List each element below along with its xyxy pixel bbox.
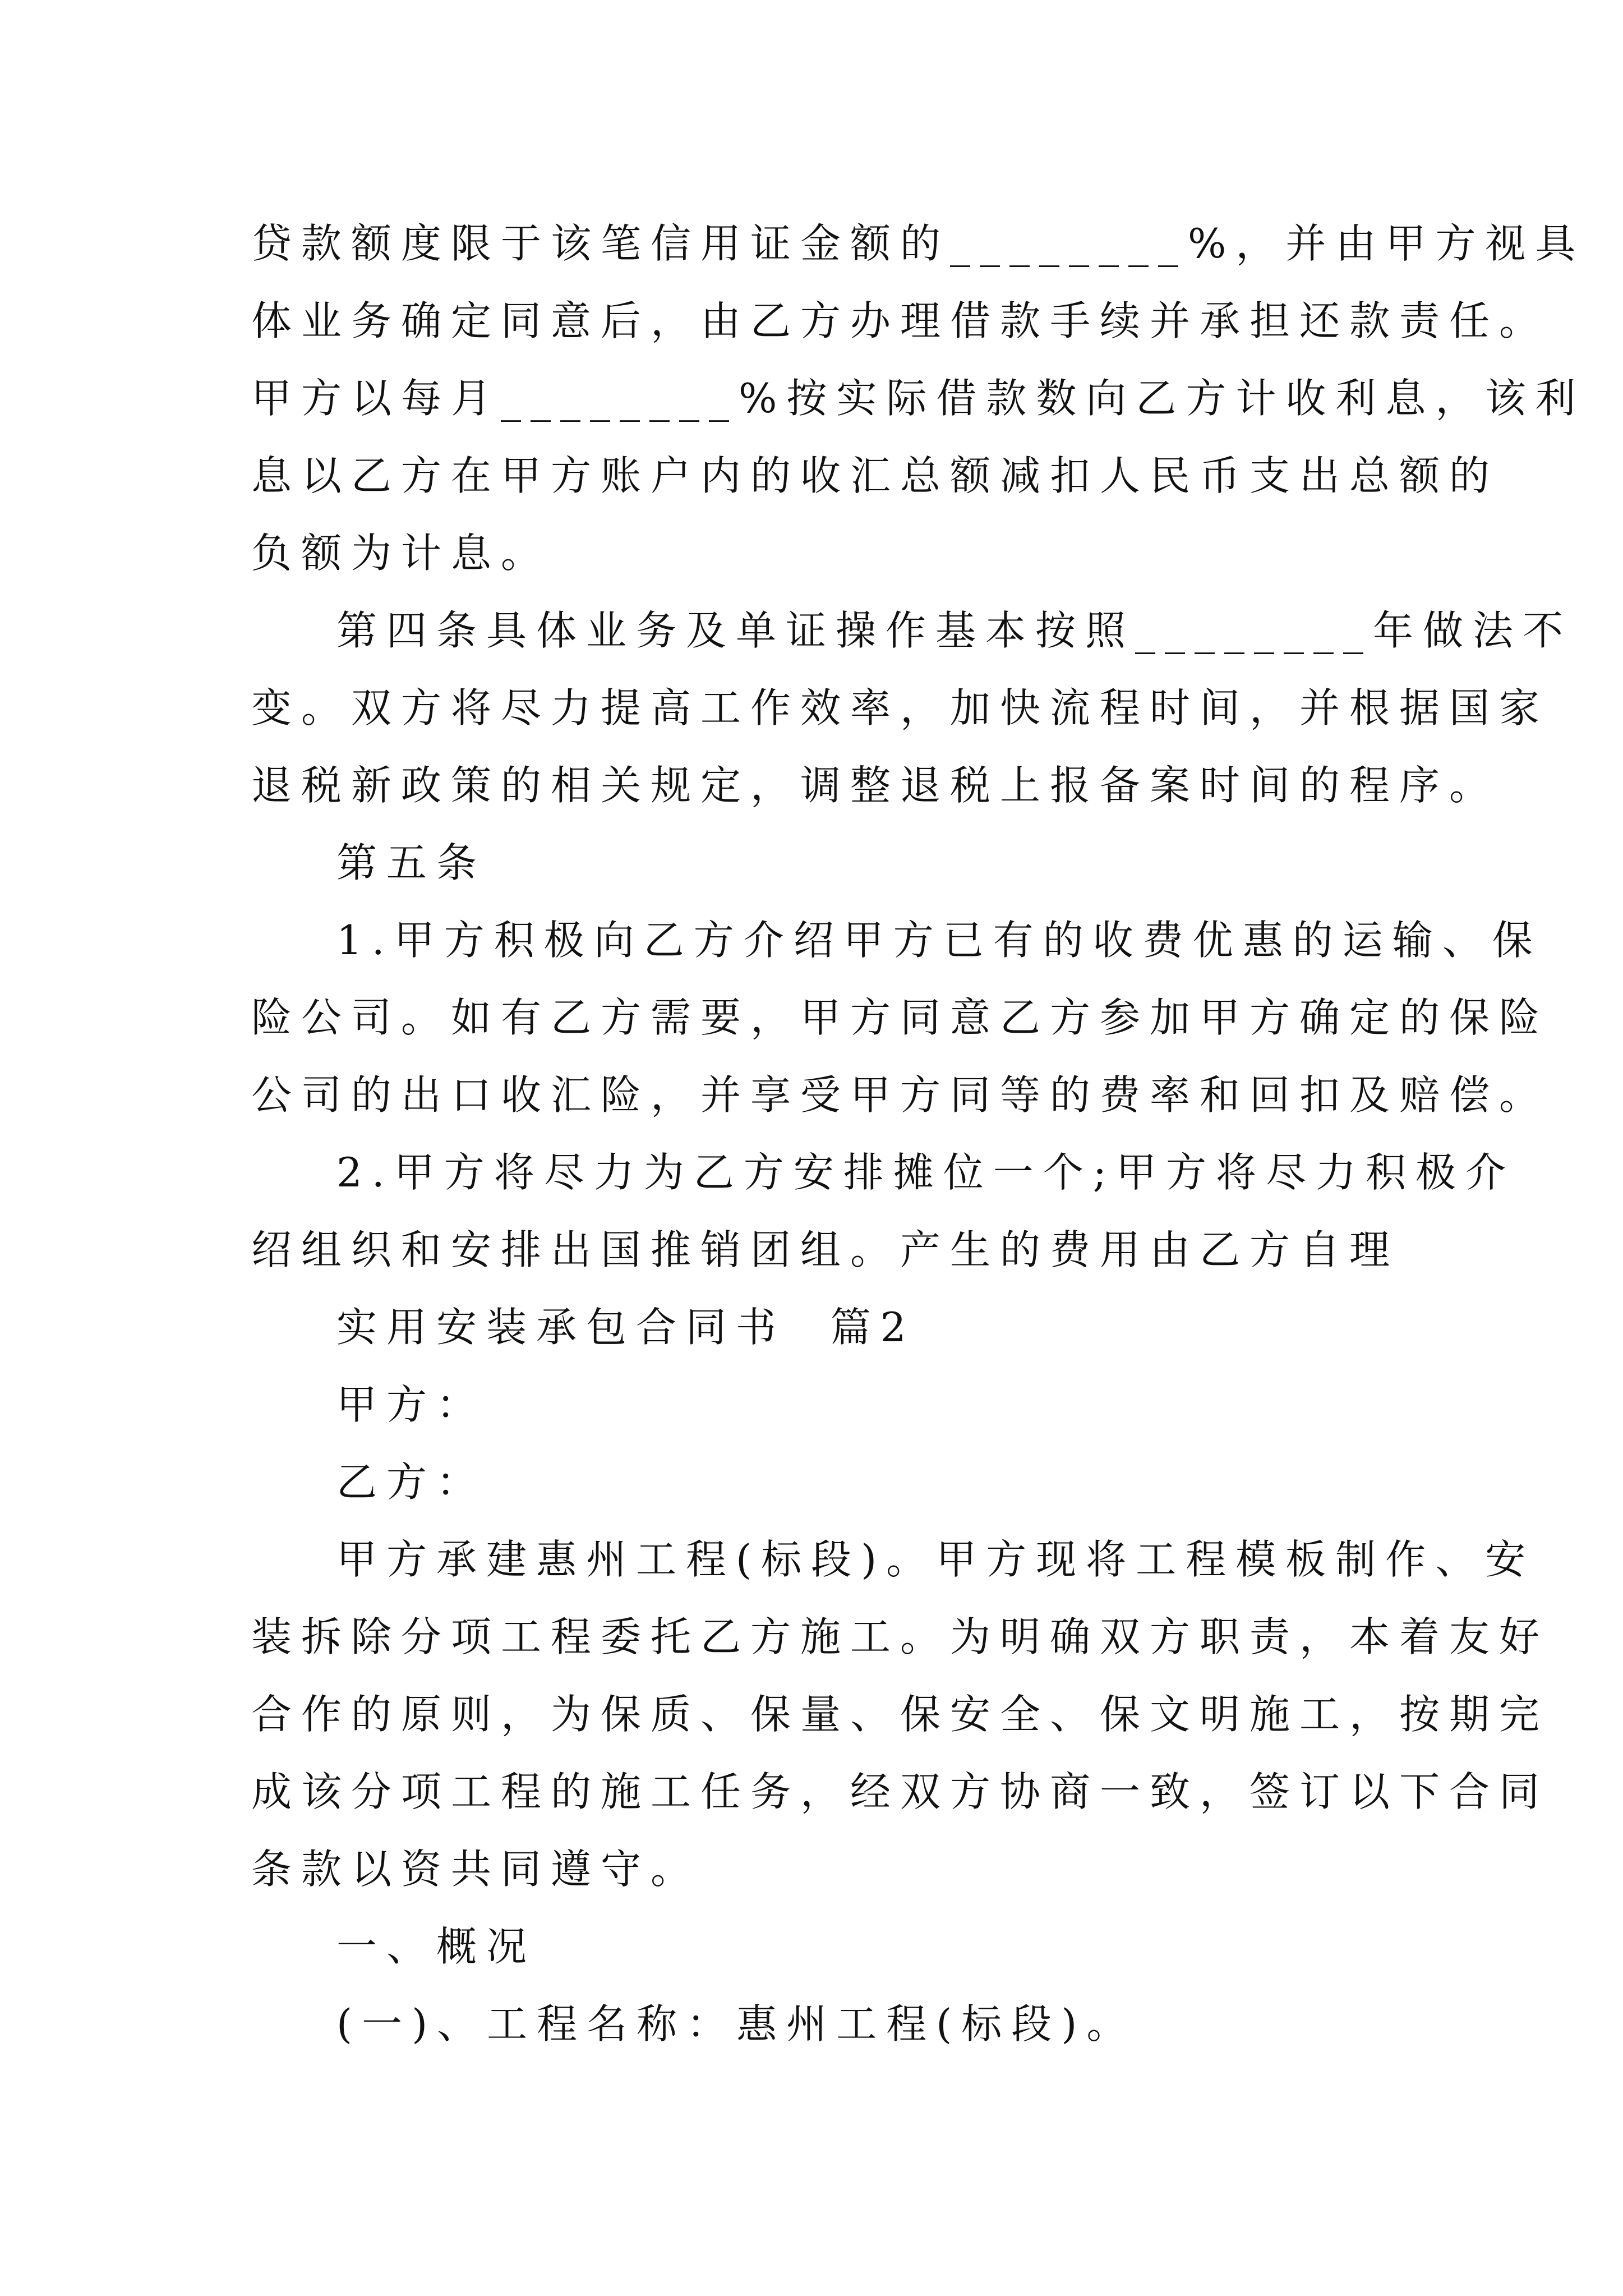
text-line: 甲方承建惠州工程(标段)。甲方现将工程模板制作、安 (336, 1536, 1536, 1583)
text-line: 负额为计息。 (251, 530, 551, 577)
section-heading: 第五条 (336, 839, 487, 886)
text-line: 变。双方将尽力提高工作效率，加快流程时间，并根据国家 (251, 684, 1550, 731)
text-line: 成该分项工程的施工任务，经双方协商一致，签订以下合同 (251, 1768, 1550, 1815)
text-line: 1.甲方积极向乙方介绍甲方已有的收费优惠的运输、保 (336, 917, 1542, 964)
document-title: 实用安装承包合同书 篇2 (336, 1304, 916, 1351)
text-line: 体业务确定同意后，由乙方办理借款手续并承担还款责任。 (251, 297, 1550, 344)
text-line: 2.甲方将尽力为乙方安排摊位一个;甲方将尽力积极介 (336, 1149, 1515, 1196)
text-line: 装拆除分项工程委托乙方施工。为明确双方职责，本着友好 (251, 1613, 1550, 1660)
text-line: 合作的原则，为保质、保量、保安全、保文明施工，按期完 (251, 1691, 1550, 1738)
text-line: 公司的出口收汇险，并享受甲方同等的费率和回扣及赔偿。 (251, 1071, 1550, 1119)
text-line: 息以乙方在甲方账户内的收汇总额减扣人民币支出总额的 (251, 452, 1500, 499)
text-line: (一)、工程名称：惠州工程(标段)。 (336, 2000, 1137, 2047)
text-line: 险公司。如有乙方需要，甲方同意乙方参加甲方确定的保险 (251, 994, 1550, 1041)
text-line: 甲方以每月________%按实际借款数向乙方计收利息，该利 (251, 375, 1585, 422)
section-heading: 一、概况 (336, 1923, 537, 1970)
text-line: 第四条具体业务及单证操作基本按照________年做法不 (336, 607, 1573, 654)
text-line: 绍组织和安排出国推销团组。产生的费用由乙方自理 (251, 1226, 1400, 1273)
text-line: 条款以资共同遵守。 (251, 1846, 701, 1893)
text-line: 退税新政策的相关规定，调整退税上报备案时间的程序。 (251, 762, 1500, 809)
party-a-label: 甲方： (336, 1381, 487, 1428)
text-line: 贷款额度限于该笔信用证金额的________%，并由甲方视具 (251, 220, 1585, 267)
party-b-label: 乙方： (336, 1458, 487, 1506)
